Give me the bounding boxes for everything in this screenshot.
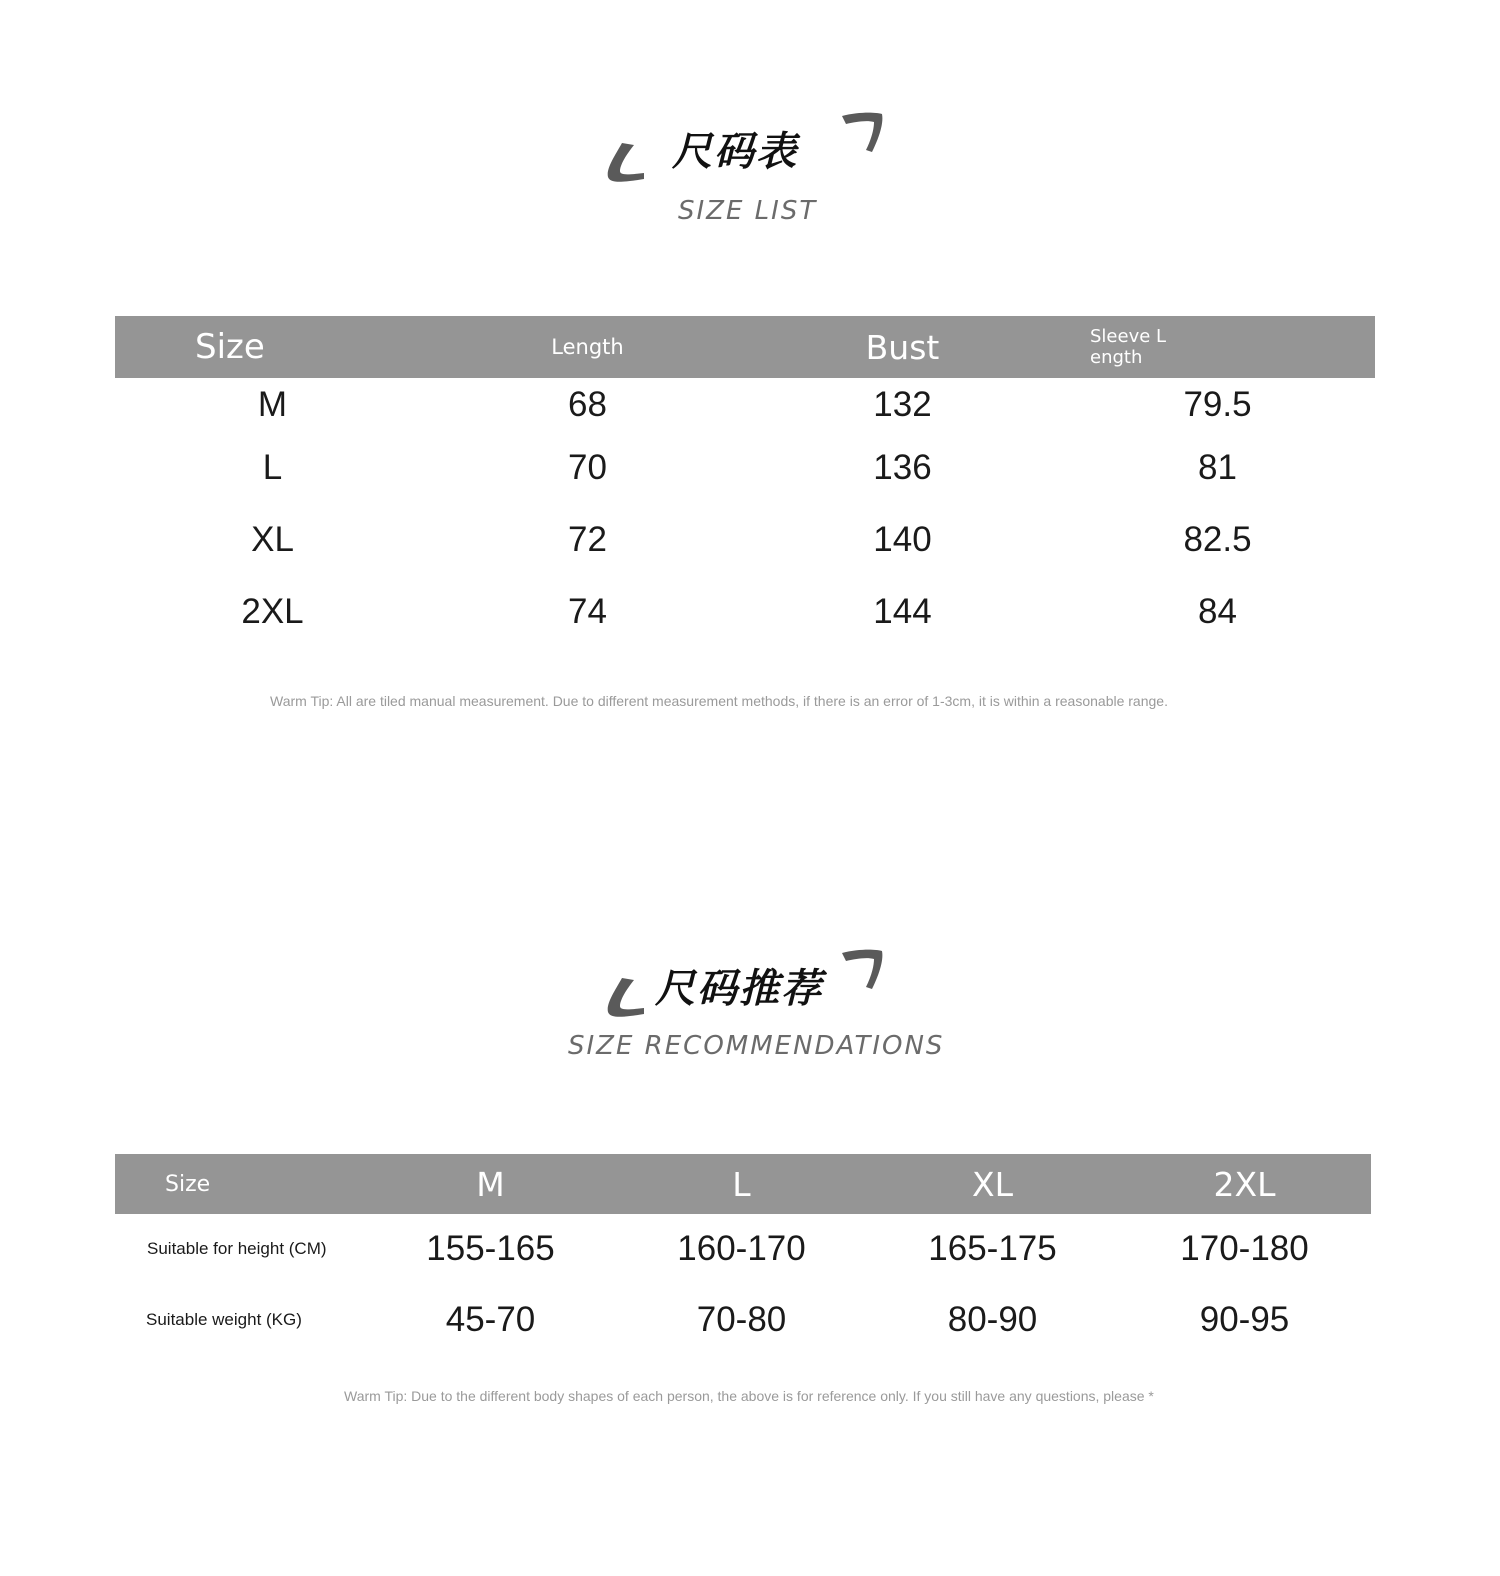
size-recommendations-title-en: SIZE RECOMMENDATIONS — [568, 1031, 945, 1061]
weight-cell: 45-70 — [445, 1300, 536, 1339]
column-header-l: L — [732, 1164, 751, 1204]
size-list-table — [115, 316, 1375, 648]
row-label-weight: Suitable weight (KG) — [146, 1310, 302, 1329]
row-label-height: Suitable for height (CM) — [147, 1239, 327, 1258]
table-row — [115, 378, 1375, 432]
column-header-2xl: 2XL — [1213, 1164, 1276, 1204]
column-header-bust: Bust — [865, 327, 940, 367]
table-row — [115, 1214, 1371, 1284]
sleeve-length-cell: 84 — [1198, 592, 1237, 631]
bust-cell: 144 — [873, 592, 932, 631]
height-cell: 155-165 — [426, 1229, 555, 1268]
size-list-title-en: SIZE LIST — [678, 196, 818, 226]
height-cell: 165-175 — [928, 1229, 1057, 1268]
size-cell: M — [257, 385, 288, 424]
length-cell: 68 — [568, 385, 607, 424]
size-list-tip: Warm Tip: All are tiled manual measurement. Due to different measurement methods, if there is an error of 1-3cm, it is within a reasonable range. — [270, 693, 1168, 709]
column-header-length: Length — [551, 335, 624, 359]
left-bracket-icon — [600, 135, 660, 195]
column-header-m: M — [476, 1164, 505, 1204]
size-list-title-cn: 尺码表 — [672, 129, 798, 175]
sleeve-length-cell: 81 — [1198, 448, 1237, 487]
height-cell: 160-170 — [677, 1229, 806, 1268]
height-cell: 170-180 — [1180, 1229, 1309, 1268]
table-row — [115, 576, 1375, 648]
right-bracket-icon — [838, 110, 888, 160]
size-recommendations-title-cn: 尺码推荐 — [655, 966, 823, 1012]
table-row — [115, 504, 1375, 576]
column-header-size: Size — [195, 327, 265, 367]
left-bracket-icon — [600, 970, 660, 1030]
right-bracket-icon — [838, 947, 888, 997]
column-header-xl: XL — [972, 1164, 1013, 1204]
weight-cell: 70-80 — [696, 1300, 787, 1339]
sleeve-length-cell: 79.5 — [1183, 385, 1252, 424]
size-cell: XL — [251, 520, 294, 559]
length-cell: 72 — [568, 520, 607, 559]
size-recommendations-header-row — [115, 1154, 1371, 1214]
weight-cell: 80-90 — [947, 1300, 1038, 1339]
length-cell: 74 — [568, 592, 607, 631]
bust-cell: 140 — [873, 520, 932, 559]
size-list-heading — [0, 100, 1500, 260]
size-recommendations-tip: Warm Tip: Due to the different body shapes of each person, the above is for reference only. If you still have any questions, please * — [344, 1388, 1154, 1404]
column-header-sleeve-length: Sleeve L ength — [1090, 326, 1167, 368]
size-recommendations-heading — [0, 935, 1500, 1095]
weight-cell: 90-95 — [1199, 1300, 1290, 1339]
table-row — [115, 432, 1375, 504]
size-recommendations-table — [115, 1154, 1371, 1356]
size-cell: L — [262, 448, 283, 487]
size-list-header-row — [115, 316, 1375, 378]
table-row — [115, 1284, 1371, 1356]
length-cell: 70 — [568, 448, 607, 487]
bust-cell: 136 — [873, 448, 932, 487]
size-cell: 2XL — [241, 592, 304, 631]
bust-cell: 132 — [873, 385, 932, 424]
sleeve-length-cell: 82.5 — [1183, 520, 1252, 559]
column-header-size: Size — [165, 1171, 211, 1197]
